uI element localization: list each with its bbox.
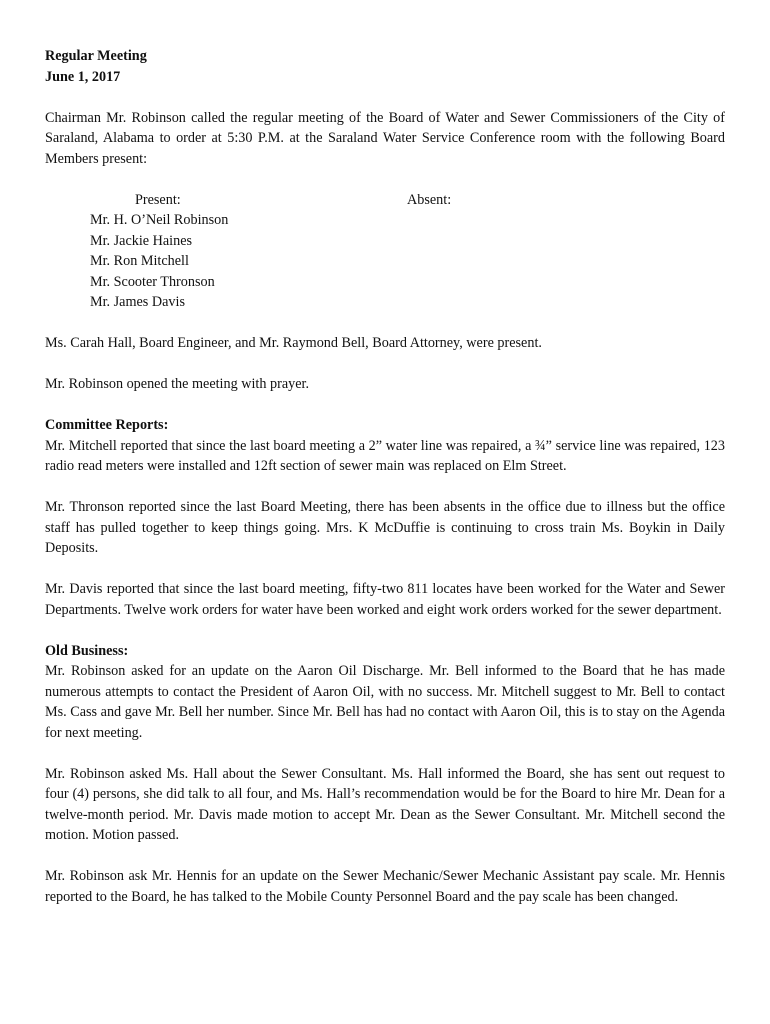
present-member: Mr. Scooter Thronson xyxy=(90,273,215,290)
intro-paragraph: Chairman Mr. Robinson called the regular meeting of the Board of Water and Sewer Commissioners of the City of Saraland, Alabama to order at 5:30 P.M. at the Saraland Water Service Conference room with the following Board Members present: xyxy=(45,109,725,167)
present-label: Present: xyxy=(135,191,181,208)
absent-column xyxy=(407,190,451,211)
document-title: Regular Meeting xyxy=(45,48,147,64)
committee-reports-heading: Committee Reports: xyxy=(45,417,169,433)
present-member: Mr. H. O’Neil Robinson xyxy=(90,212,229,228)
present-column xyxy=(90,190,228,313)
committee-report-paragraph: Mr. Davis reported that since the last board meeting, fifty-two 811 locates have been worked for the Water and Sewer Departments. Twelve work orders for water have been worked and eight work orders worked for the sewer department. xyxy=(45,581,725,618)
old-business-paragraph: Mr. Robinson ask Mr. Hennis for an update on the Sewer Mechanic/Sewer Mechanic Assistant pay scale. Mr. Hennis reported to the Board, he has talked to the Mobile County Personnel Board and the pay scale has been changed. xyxy=(45,868,725,905)
committee-reports-section xyxy=(45,415,725,620)
also-present-paragraph: Ms. Carah Hall, Board Engineer, and Mr. Raymond Bell, Board Attorney, were present. xyxy=(45,335,542,351)
document-header xyxy=(45,46,725,87)
present-member: Mr. James Davis xyxy=(90,294,185,310)
meeting-date: June 1, 2017 xyxy=(45,68,121,85)
committee-report-paragraph: Mr. Thronson reported since the last Board Meeting, there has been absents in the office due to illness but the office staff has pulled together to keep things going. Mrs. K McDuffie is continuing to cross train Ms. Boykin in Daily Deposits. xyxy=(45,499,725,556)
present-member: Mr. Jackie Haines xyxy=(90,232,193,249)
present-member: Mr. Ron Mitchell xyxy=(90,253,189,269)
attendance-table xyxy=(45,190,725,313)
old-business-heading: Old Business: xyxy=(45,642,129,659)
committee-report-paragraph: Mr. Mitchell reported that since the last board meeting a 2” water line was repaired, a ¾” service line was repaired, 123 radio read meters were installed and 12ft section of sewer main was replaced on Elm Street. xyxy=(45,437,725,474)
old-business-paragraph: Mr. Robinson asked Ms. Hall about the Sewer Consultant. Ms. Hall informed the Board, she has sent out request to four (4) persons, she did talk to all four, and Ms. Hall’s recommendation would be for the Board to hire Mr. Dean for a twelve-month period. Mr. Davis made motion to accept Mr. Dean as the Sewer Consultant. Mr. Mitchell second the motion. Motion passed. xyxy=(45,765,725,843)
document-page xyxy=(45,46,725,928)
prayer-paragraph: Mr. Robinson opened the meeting with prayer. xyxy=(45,376,309,392)
old-business-paragraph: Mr. Robinson asked for an update on the Aaron Oil Discharge. Mr. Bell informed to the Board that he has made numerous attempts to contact the President of Aaron Oil, with no success. Mr. Mitchell suggest to Mr. Bell to contact Ms. Cass and gave Mr. Bell her number. Since Mr. Bell has had no contact with Aaron Oil, this is to stay on the Agenda for next meeting. xyxy=(45,663,725,741)
old-business-section xyxy=(45,641,725,908)
absent-label: Absent: xyxy=(407,191,452,208)
